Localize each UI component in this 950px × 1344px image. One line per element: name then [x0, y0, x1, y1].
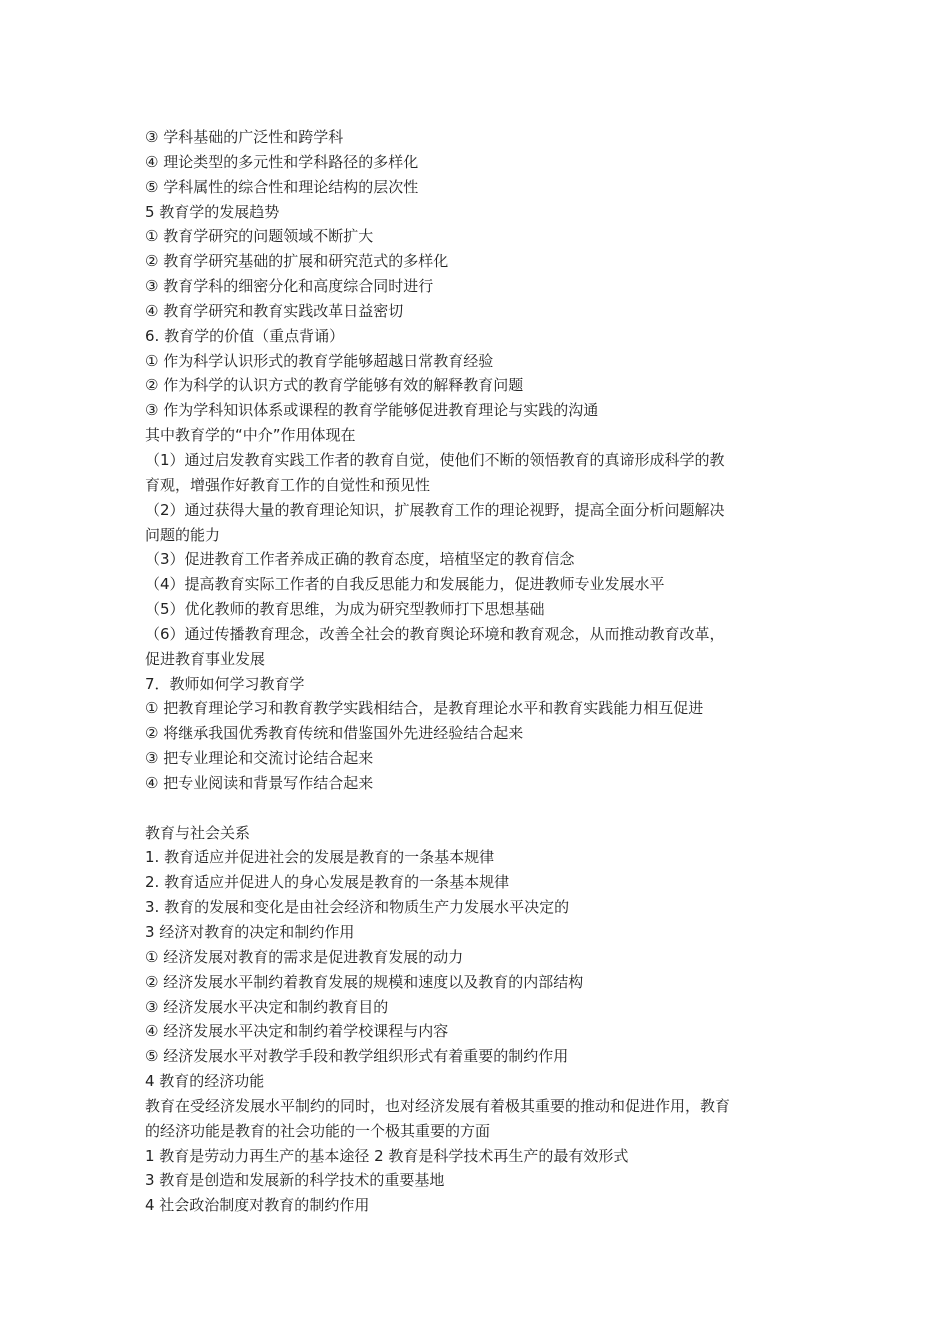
text-line: 7．教师如何学习教育学 [145, 674, 305, 693]
text-line: ③ 作为学科知识体系或课程的教育学能够促进教育理论与实践的沟通 [145, 401, 599, 420]
text-line: ① 作为科学认识形式的教育学能够超越日常教育经验 [145, 351, 494, 370]
text-line: 5 教育学的发展趋势 [145, 202, 280, 221]
text-line: 促进教育事业发展 [145, 649, 266, 668]
blank-line [145, 796, 810, 821]
text-line: ④ 理论类型的多元性和学科路径的多样化 [145, 152, 419, 171]
text-line: ③ 教育学科的细密分化和高度综合同时进行 [145, 277, 434, 296]
text-line: ② 教育学研究基础的扩展和研究范式的多样化 [145, 252, 449, 271]
text-line: 4 社会政治制度对教育的制约作用 [145, 1196, 370, 1215]
text-line: （1）通过启发教育实践工作者的教育自觉，使他们不断的领悟教育的真谛形成科学的教 [145, 450, 725, 469]
text-line: ② 经济发展水平制约着教育发展的规模和速度以及教育的内部结构 [145, 972, 584, 991]
text-line: ② 作为科学的认识方式的教育学能够有效的解释教育问题 [145, 376, 524, 395]
text-line: ⑤ 经济发展水平对教学手段和教学组织形式有着重要的制约作用 [145, 1047, 569, 1066]
text-line: 6. 教育学的价值（重点背诵） [145, 326, 345, 345]
text-line: ④ 把专业阅读和背景写作结合起来 [145, 773, 374, 792]
text-line: ① 经济发展对教育的需求是促进教育发展的动力 [145, 947, 464, 966]
text-line: 教育在受经济发展水平制约的同时，也对经济发展有着极其重要的推动和促进作用，教育 [145, 1096, 731, 1115]
text-line: 3 经济对教育的决定和制约作用 [145, 923, 355, 941]
text-line: 问题的能力 [145, 525, 221, 544]
text-line: 3. 教育的发展和变化是由社会经济和物质生产力发展水平决定的 [145, 898, 570, 917]
text-line: （6）通过传播教育理念，改善全社会的教育舆论环境和教育观念，从而推动教育改革， [145, 624, 725, 643]
text-line: 其中教育学的“中介”作用体现在 [145, 426, 356, 445]
text-line: ③ 经济发展水平决定和制约教育目的 [145, 997, 389, 1016]
text-line: 4 教育的经济功能 [145, 1072, 265, 1091]
text-line: 3 教育是创造和发展新的科学技术的重要基地 [145, 1171, 445, 1190]
text-line: ① 把教育理论学习和教育教学实践相结合，是教育理论水平和教育实践能力相互促进 [145, 699, 704, 718]
text-line: （2）通过获得大量的教育理论知识，扩展教育工作的理论视野，提高全面分析问题解决 [145, 500, 725, 519]
text-line: ③ 学科基础的广泛性和跨学科 [145, 128, 344, 146]
text-line: 教育与社会关系 [145, 823, 251, 842]
text-line: （3）促进教育工作者养成正确的教育态度，培植坚定的教育信念 [145, 550, 575, 569]
document-body [145, 125, 810, 1218]
text-line: ④ 经济发展水平决定和制约着学校课程与内容 [145, 1022, 449, 1041]
text-line: ③ 把专业理论和交流讨论结合起来 [145, 749, 374, 768]
text-line: 1 教育是劳动力再生产的基本途径 2 教育是科学技术再生产的最有效形式 [145, 1146, 629, 1165]
text-line: ④ 教育学研究和教育实践改革日益密切 [145, 301, 404, 320]
text-line: 1. 教育适应并促进社会的发展是教育的一条基本规律 [145, 848, 495, 867]
text-line: ⑤ 学科属性的综合性和理论结构的层次性 [145, 177, 419, 196]
text-line: 2. 教育适应并促进人的身心发展是教育的一条基本规律 [145, 873, 510, 892]
text-line: 育观，增强作好教育工作的自觉性和预见性 [145, 475, 431, 494]
text-line: ① 教育学研究的问题领域不断扩大 [145, 227, 374, 246]
text-line: （5）优化教师的教育思维，为成为研究型教师打下思想基础 [145, 600, 545, 619]
text-line: 的经济功能是教育的社会功能的一个极其重要的方面 [145, 1121, 491, 1140]
text-line: （4）提高教育实际工作者的自我反思能力和发展能力，促进教师专业发展水平 [145, 575, 665, 594]
text-line: ② 将继承我国优秀教育传统和借鉴国外先进经验结合起来 [145, 724, 524, 743]
